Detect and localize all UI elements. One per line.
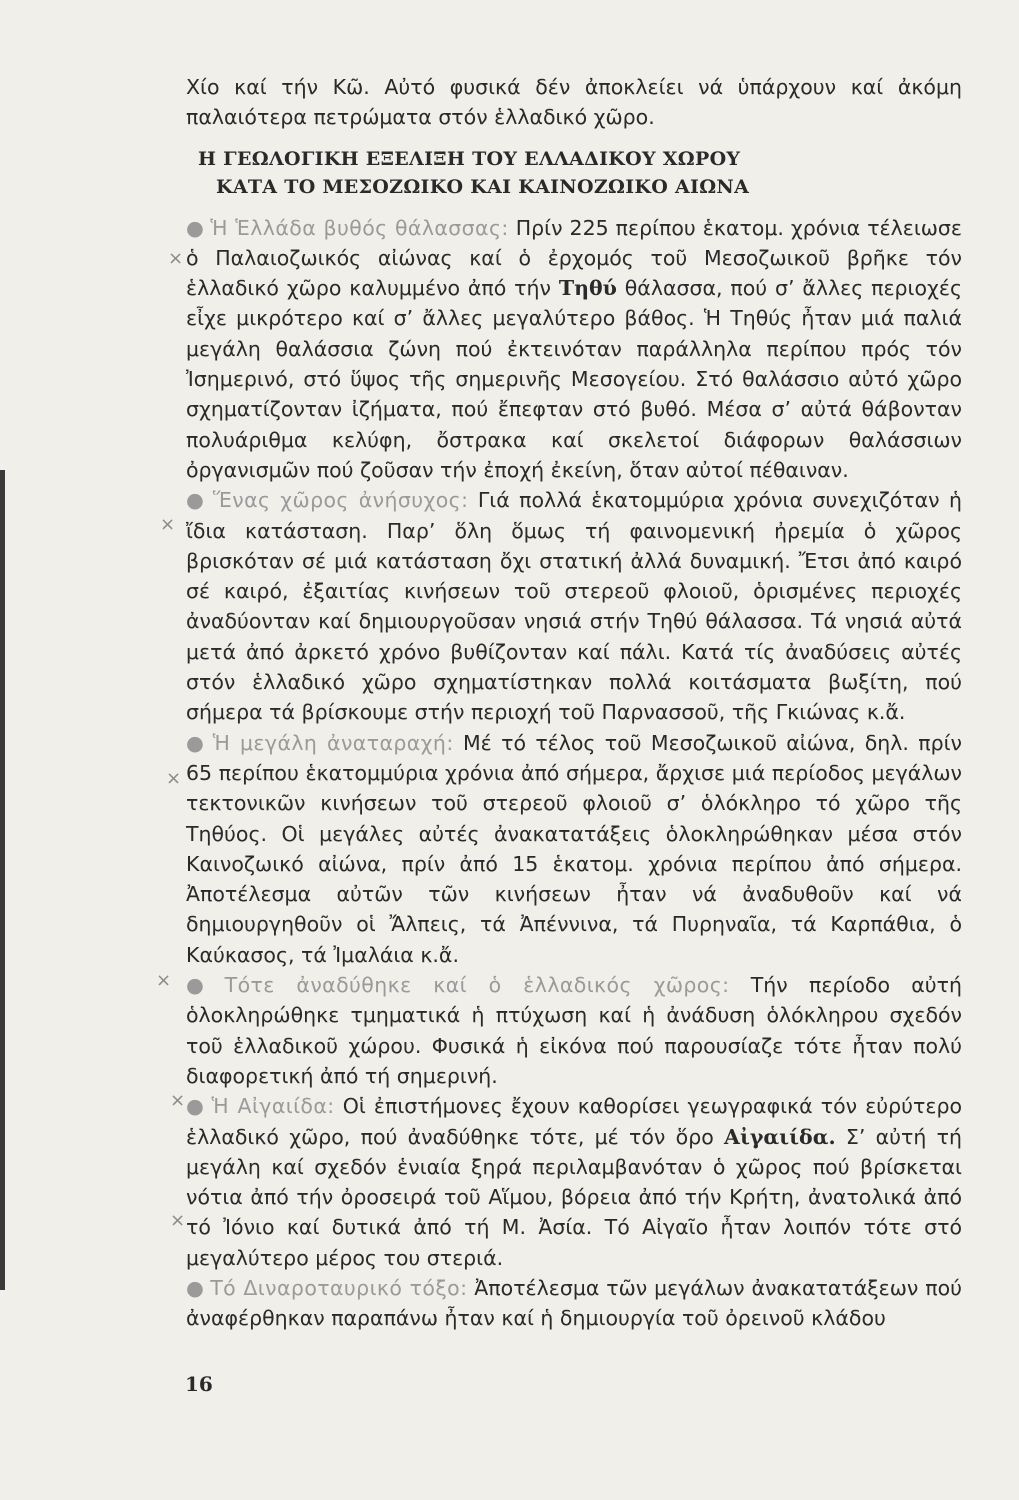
section-text: Μέ τό τέλος τοῦ Μεσοζωικοῦ αἰώνα, δηλ. πρίν 65 περίπου ἑκατομμύρια χρόνια ἀπό σήμερα, ἄρχισε μιά περίοδος μεγάλων τεκτονικῶν κινήσεων τοῦ στερεοῦ φλοιοῦ σ’ ὁλόκληρο τό χῶρο τῆς Τηθύος. Οἱ μεγάλες αὐτές ἀνακατατάξεις ὁλοκληρώθηκαν μέσα στόν Καινοζωικό αἰώνα, πρίν ἀπό 15 ἑκατομ. χρόνια περίπου ἀπό σήμερα. Ἀποτέλεσμα αὐτῶν τῶν κινήσεων ἦταν νά ἀναδυθοῦν καί νά δημιουργηθοῦν οἱ Ἄλπεις, τά Ἀπέννινα, τά Πυρηναῖα, τά Καρπάθια, ὁ Καύκασος, τά Ἰμαλάια κ.ἄ.: [186, 730, 962, 967]
section-paragraph: [186, 728, 962, 970]
bold-term: Τηθύ: [558, 276, 617, 301]
bullet-icon: ●: [186, 215, 205, 240]
section-text-cont: θάλασσα, πού σ’ ἄλλες περιοχές εἶχε μικρότερο καί σ’ ἄλλες μεγαλύτερο βάθος. Ἡ Τηθύς ἦταν μιά παλιά μεγάλη θαλάσσια ζώνη πού ἐκτεινόταν παράλληλα περίπου πρός τόν Ἰσημερινό, στό ὕψος τῆς σημερινῆς Μεσογείου. Στό θαλάσσιο αὐτό χῶρο σχηματίζονταν ἰζήματα, πού ἔπεφταν στό βυθό. Μέσα σ’ αὐτά θάβονταν πολυάριθμα κελύφη, ὄστρακα καί σκελετοί διάφορων θαλάσσιων ὀργανισμῶν πού ζοῦσαν τήν ἐποχή ἐκείνη, ὅταν αὐτοί πέθαιναν.: [186, 276, 962, 482]
bullet-icon: ●: [186, 973, 219, 998]
section-text: Οἱ ἐπιστήμονες ἔχουν καθορίσει γεωγραφικά τόν εὐρύτερο ἑλλαδικό χῶρο, πού ἀναδύθηκε τότε, μέ τόν ὅρο: [186, 1094, 962, 1149]
page-number: 16: [185, 1372, 213, 1396]
bullet-icon: ●: [186, 1275, 205, 1300]
margin-mark-icon: ×: [156, 970, 172, 991]
margin-mark-icon: ×: [170, 1210, 186, 1231]
section-heading: Ἡ μεγάλη ἀναταραχή:: [212, 730, 454, 755]
section-heading: Ἡ Αἰγαιίδα:: [211, 1094, 335, 1119]
bullet-icon: ●: [186, 1094, 206, 1119]
title-line-2: ΚΑΤΑ ΤΟ ΜΕΣΟΖΩΙΚΟ ΚΑΙ ΚΑΙΝΟΖΩΙΚΟ ΑΙΩΝΑ: [216, 175, 750, 198]
section-paragraph: [186, 213, 962, 486]
scan-edge-shadow: [0, 470, 5, 1290]
bold-term: Αἰγαιίδα.: [724, 1124, 836, 1149]
bullet-icon: ●: [186, 488, 207, 513]
section-paragraph: [186, 485, 962, 727]
section-heading: Τό Διναροταυρικό τόξο:: [210, 1275, 468, 1300]
chapter-title: [198, 145, 962, 201]
section-text: Πρίν 225 περίπου ἑκατομ. χρόνια τέλειωσε ὁ Παλαιοζωικός αἰώνας καί ὁ ἐρχομός τοῦ Μεσοζωικοῦ βρῆκε τόν ἑλλαδικό χῶρο καλυμμένο ἀπό τήν: [186, 215, 963, 301]
section-text-cont: Σ’ αὐτή τή μεγάλη καί σχεδόν ἑνιαία ξηρά περιλαμβανόταν ὁ χῶρος πού βρίσκεται νότια ἀπό τήν ὀροσειρά τοῦ Αἵμου, βόρεια ἀπό τήν Κρήτη, ἀνατολικά ἀπό τό Ἰόνιο καί δυτικά ἀπό τή Μ. Ἀσία. Τό Αἰγαῖο ἦταν λοιπόν τότε στό μεγαλύτερο μέρος του στεριά.: [186, 1124, 962, 1270]
section-paragraph: [186, 1273, 962, 1334]
margin-mark-icon: ×: [168, 248, 184, 269]
section-heading: Ἡ Ἑλλάδα βυθός θάλασσας:: [210, 215, 509, 240]
page-body: [186, 72, 962, 1334]
section-paragraph: [186, 970, 962, 1091]
bullet-icon: ●: [186, 730, 207, 755]
intro-paragraph: Χίο καί τήν Κῶ. Αὐτό φυσικά δέν ἀποκλείει νά ὑπάρχουν καί ἀκόμη παλαιότερα πετρώματα στόν ἑλλαδικό χῶρο.: [186, 75, 962, 130]
section-heading: Ἕνας χῶρος ἀνήσυχος:: [212, 488, 469, 513]
margin-mark-icon: ×: [160, 514, 176, 535]
section-text: Γιά πολλά ἑκατομμύρια χρόνια συνεχιζόταν ἡ ἴδια κατάσταση. Παρ’ ὅλη ὅμως τή φαινομενική ἠρεμία ὁ χῶρος βρισκόταν σέ μιά κατάσταση ὄχι στατική ἀλλά δυναμική. Ἔτσι ἀπό καιρό σέ καιρό, ἐξαιτίας κινήσεων τοῦ στερεοῦ φλοιοῦ, ὁρισμένες περιοχές ἀναδύονταν καί δημιουργοῦσαν νησιά στήν Τηθύ θάλασσα. Τά νησιά αὐτά μετά ἀπό ἀρκετό χρόνο βυθίζονταν καί πάλι. Κατά τίς ἀναδύσεις αὐτές στόν ἑλλαδικό χῶρο σχηματίστηκαν πολλά κοιτάσματα βωξίτη, πού σήμερα τά βρίσκουμε στήν περιοχή τοῦ Παρνασσοῦ, τῆς Γκιώνας κ.ἄ.: [186, 488, 963, 725]
section-paragraph: [186, 1091, 962, 1273]
margin-mark-icon: ×: [170, 1090, 186, 1111]
margin-mark-icon: ×: [166, 768, 182, 789]
section-heading: Τότε ἀναδύθηκε καί ὁ ἑλλαδικός χῶρος:: [224, 973, 730, 998]
title-line-1: Η ΓΕΩΛΟΓΙΚΗ ΕΞΕΛΙΞΗ ΤΟΥ ΕΛΛΑΔΙΚΟΥ ΧΩΡΟΥ: [198, 147, 741, 170]
section-text: Ἀποτέλεσμα τῶν μεγάλων ἀνακατατάξεων πού ἀναφέρθηκαν παραπάνω ἦταν καί ἡ δημιουργία τοῦ ὀρεινοῦ κλάδου: [186, 1275, 963, 1331]
section-text: Τήν περίοδο αὐτή ὁλοκληρώθηκε τμηματικά ἡ πτύχωση καί ἡ ἀνάδυση ὁλόκληρου σχεδόν τοῦ ἑλλαδικοῦ χώρου. Φυσικά ἡ εἰκόνα πού παρουσίαζε τότε ἦταν πολύ διαφορετική ἀπό τή σημερινή.: [186, 973, 962, 1088]
